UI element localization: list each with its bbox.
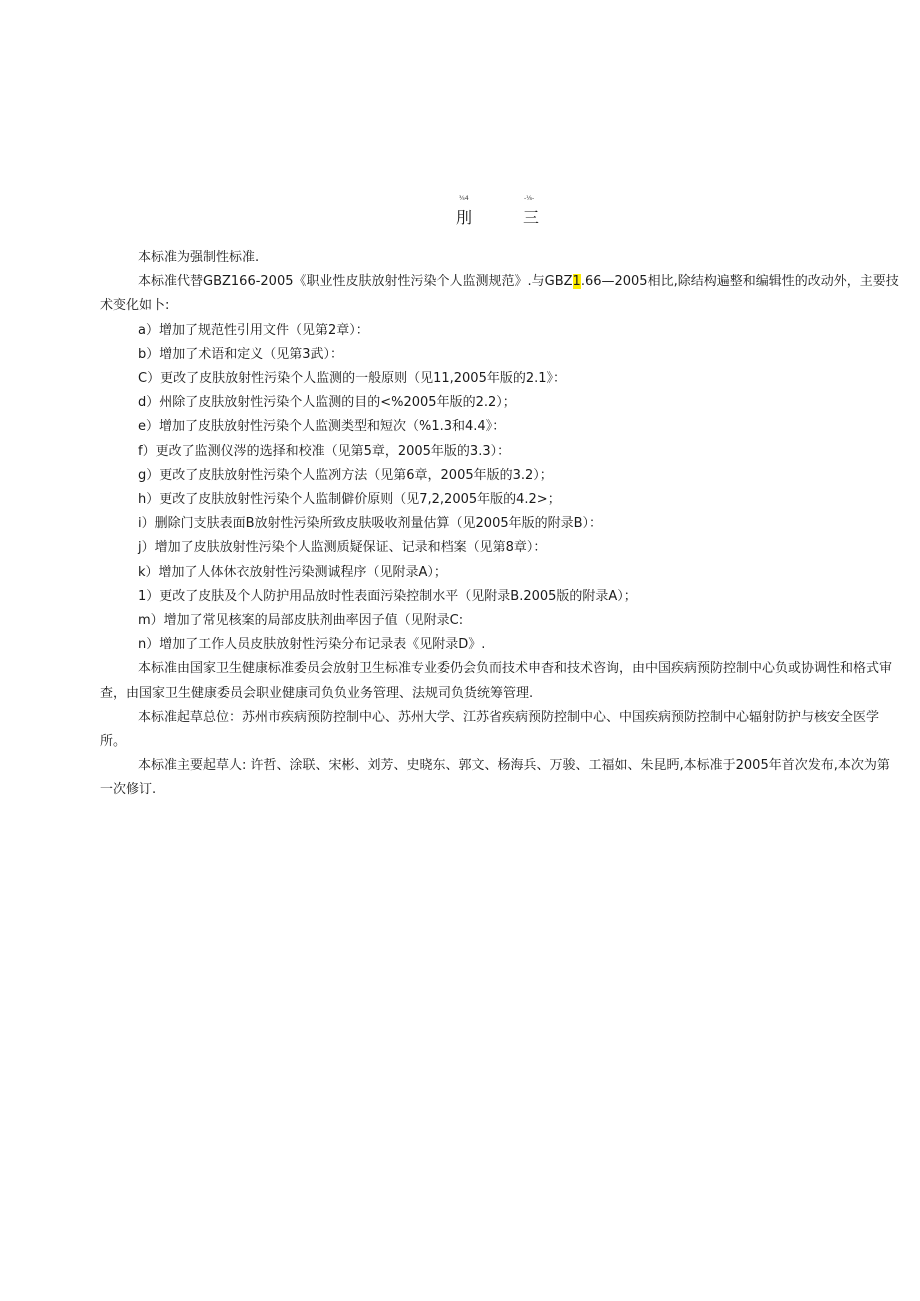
paragraph-committee: 本标准由国家卫生健康标准委员会放射卫生标准专业委仍会负而技术申杳和技术咨询，由中国疾病预防控制中心负或协调性和格式审查，由国家卫生健康委员会职业健康司负负业务管理、法规司负货统筹管理. xyxy=(100,661,893,701)
list-item: k）增加了人体休衣放射性污染测诚程序（见附录A）； xyxy=(138,564,447,580)
foreword-heading xyxy=(0,195,920,235)
paragraph-mandatory: 本标准为强制性标准. xyxy=(138,250,260,265)
list-item: a）增加了规范性引用文件（见第2章）： xyxy=(138,322,369,338)
heading-char-right: 三 xyxy=(523,208,540,227)
replaces-text-2: .66—2005相比,除结构遍整和编辑性的改动外，主要技术变化如卜: xyxy=(100,274,899,314)
highlighted-char: 1 xyxy=(572,274,581,290)
list-item: 1）更改了皮肤及个人防护用品放时性表面污染控制水平（见附录B.2005版的附录A）； xyxy=(138,588,637,604)
paragraph-replaces xyxy=(100,270,900,318)
list-item: C）更改了皮肤放射性污染个人监测的一般原则（见11,2005年版的2.1》： xyxy=(138,371,567,387)
list-item: e）增加了皮肤放射性污染个人监测类型和短次（%1.3和4.4》： xyxy=(138,419,506,435)
list-item: i）删除门支肤表面B放射性污染所致皮肤吸收剂量估算（见2005年版的附录B）： xyxy=(138,516,603,532)
heading-char-left: 刖 xyxy=(456,208,473,227)
list-item: n）增加了工作人员皮肤放射性污染分布记录表《见附录D》. xyxy=(138,637,486,653)
list-item: f）更改了监测仪涔的选择和校准（见第5章，2005年版的3.3）： xyxy=(138,443,511,459)
list-item: m）增加了常见核案的局部皮肤剂曲率因子值（见附录C: xyxy=(138,613,464,629)
list-item: g）更改了皮肤放射性污染个人监冽方法（见第6章，2005年版的3.2）； xyxy=(138,467,553,483)
paragraph-drafters: 本标准主要起草人: 许哲、涂联、宋彬、刘芳、史晓东、郭文、杨海兵、万骏、工福如、朱昆眄,本标准于2005年首次发布,本次为第一次修订. xyxy=(100,758,890,798)
replaces-text-1: 本标准代替GBZ166-2005《职业性皮肤放射性污染个人监测规范》.与GBZ xyxy=(138,274,573,290)
list-item: d）州除了皮肤放射性污染个人监测的目的<%2005年版的2.2）； xyxy=(138,395,516,411)
list-item: j）增加了皮肤放射性污染个人监测质疑保证、记录和档案（见第8章）： xyxy=(138,540,547,556)
foreword-body xyxy=(100,246,900,803)
list-item: h）更改了皮肤放射性污染个人监制僻价原则（见7,2,2005年版的4.2>； xyxy=(138,492,561,508)
heading-mark-left: ¾4 xyxy=(459,195,469,202)
heading-mark-right: -⅛- xyxy=(524,195,535,202)
paragraph-drafting-units: 本标准起草总位：苏州市疾病预防控制中心、苏州大学、江苏省疾病预防控制中心、中国疾病预防控制中心辐射防护与核安全医学所。 xyxy=(100,709,880,750)
list-item: b）增加了术语和定义（见第3武）： xyxy=(138,346,344,362)
